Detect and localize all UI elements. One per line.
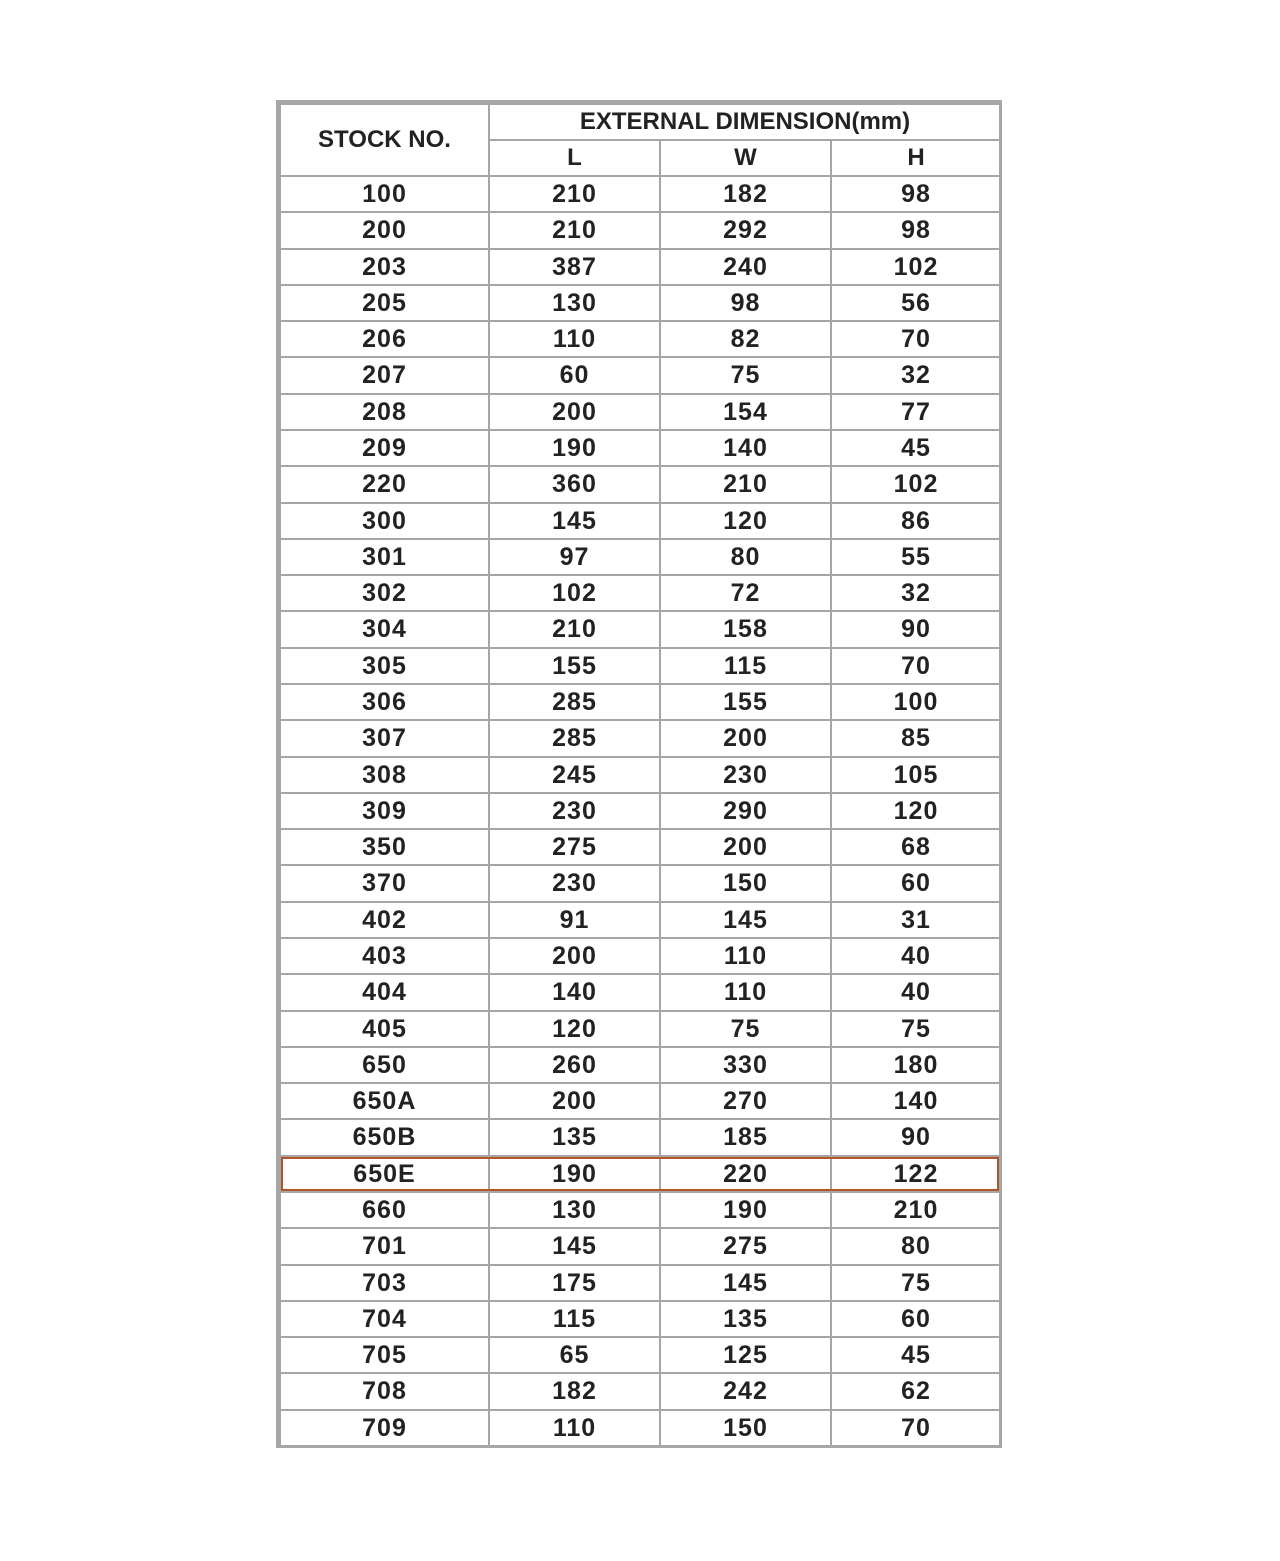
stock-no-cell: 308 xyxy=(279,756,490,794)
length-cell: 102 xyxy=(488,574,661,612)
height-cell: 102 xyxy=(830,465,1002,504)
stock-no-cell: 100 xyxy=(279,175,490,213)
height-cell: 70 xyxy=(830,320,1002,358)
stock-no-cell: 200 xyxy=(279,211,490,250)
width-cell: 98 xyxy=(659,284,832,322)
stock-no-header: STOCK NO. xyxy=(279,103,490,177)
stock-no-cell: 405 xyxy=(279,1010,490,1048)
height-cell: 122 xyxy=(830,1155,1002,1193)
height-cell: 75 xyxy=(830,1264,1002,1302)
stock-no-cell: 650A xyxy=(279,1082,490,1120)
stock-no-cell: 703 xyxy=(279,1264,490,1302)
stock-no-cell: 660 xyxy=(279,1191,490,1229)
height-cell: 32 xyxy=(830,356,1002,395)
width-cell: 135 xyxy=(659,1300,832,1338)
length-cell: 140 xyxy=(488,973,661,1012)
width-cell: 292 xyxy=(659,211,832,250)
stock-no-cell: 208 xyxy=(279,393,490,431)
width-cell: 270 xyxy=(659,1082,832,1120)
width-cell: 145 xyxy=(659,901,832,939)
height-cell: 32 xyxy=(830,574,1002,612)
length-cell: 245 xyxy=(488,756,661,794)
height-cell: 98 xyxy=(830,175,1002,213)
height-cell: 55 xyxy=(830,538,1002,576)
length-cell: 210 xyxy=(488,175,661,213)
width-cell: 190 xyxy=(659,1191,832,1229)
height-cell: 70 xyxy=(830,1409,1002,1447)
width-cell: 200 xyxy=(659,828,832,866)
width-cell: 82 xyxy=(659,320,832,358)
length-cell: 182 xyxy=(488,1372,661,1411)
column-header-h: H xyxy=(830,139,1002,177)
stock-no-cell: 302 xyxy=(279,574,490,612)
width-cell: 110 xyxy=(659,973,832,1012)
width-cell: 210 xyxy=(659,465,832,504)
length-cell: 285 xyxy=(488,683,661,721)
length-cell: 135 xyxy=(488,1118,661,1157)
length-cell: 110 xyxy=(488,320,661,358)
column-header-l: L xyxy=(488,139,661,177)
stock-no-cell: 650B xyxy=(279,1118,490,1157)
width-cell: 154 xyxy=(659,393,832,431)
height-cell: 62 xyxy=(830,1372,1002,1411)
width-cell: 125 xyxy=(659,1336,832,1374)
width-cell: 75 xyxy=(659,356,832,395)
length-cell: 200 xyxy=(488,937,661,975)
height-cell: 40 xyxy=(830,973,1002,1012)
height-cell: 70 xyxy=(830,647,1002,685)
height-cell: 56 xyxy=(830,284,1002,322)
stock-no-cell: 305 xyxy=(279,647,490,685)
stock-no-cell: 220 xyxy=(279,465,490,504)
stock-no-cell: 307 xyxy=(279,719,490,758)
stock-no-cell: 701 xyxy=(279,1227,490,1266)
height-cell: 86 xyxy=(830,502,1002,540)
width-cell: 75 xyxy=(659,1010,832,1048)
length-cell: 175 xyxy=(488,1264,661,1302)
length-cell: 145 xyxy=(488,1227,661,1266)
stock-no-cell: 705 xyxy=(279,1336,490,1374)
height-cell: 180 xyxy=(830,1046,1002,1084)
stock-no-cell: 209 xyxy=(279,429,490,467)
stock-no-cell: 708 xyxy=(279,1372,490,1411)
width-cell: 120 xyxy=(659,502,832,540)
length-cell: 145 xyxy=(488,502,661,540)
length-cell: 360 xyxy=(488,465,661,504)
width-cell: 72 xyxy=(659,574,832,612)
length-cell: 190 xyxy=(488,1155,661,1193)
width-cell: 220 xyxy=(659,1155,832,1193)
width-cell: 110 xyxy=(659,937,832,975)
stock-no-cell: 704 xyxy=(279,1300,490,1338)
stock-no-cell: 403 xyxy=(279,937,490,975)
height-cell: 60 xyxy=(830,864,1002,903)
width-cell: 155 xyxy=(659,683,832,721)
length-cell: 260 xyxy=(488,1046,661,1084)
height-cell: 102 xyxy=(830,248,1002,286)
height-cell: 210 xyxy=(830,1191,1002,1229)
length-cell: 97 xyxy=(488,538,661,576)
height-cell: 68 xyxy=(830,828,1002,866)
stock-no-cell: 207 xyxy=(279,356,490,395)
height-cell: 98 xyxy=(830,211,1002,250)
length-cell: 285 xyxy=(488,719,661,758)
width-cell: 115 xyxy=(659,647,832,685)
width-cell: 158 xyxy=(659,610,832,649)
height-cell: 77 xyxy=(830,393,1002,431)
length-cell: 120 xyxy=(488,1010,661,1048)
dimension-table xyxy=(276,100,1002,1448)
width-cell: 230 xyxy=(659,756,832,794)
stock-no-cell: 370 xyxy=(279,864,490,903)
width-cell: 80 xyxy=(659,538,832,576)
stock-no-cell: 300 xyxy=(279,502,490,540)
height-cell: 90 xyxy=(830,610,1002,649)
stock-no-cell: 304 xyxy=(279,610,490,649)
length-cell: 110 xyxy=(488,1409,661,1447)
width-cell: 330 xyxy=(659,1046,832,1084)
width-cell: 290 xyxy=(659,792,832,830)
length-cell: 91 xyxy=(488,901,661,939)
width-cell: 140 xyxy=(659,429,832,467)
height-cell: 80 xyxy=(830,1227,1002,1266)
height-cell: 45 xyxy=(830,429,1002,467)
width-cell: 242 xyxy=(659,1372,832,1411)
height-cell: 60 xyxy=(830,1300,1002,1338)
length-cell: 190 xyxy=(488,429,661,467)
length-cell: 155 xyxy=(488,647,661,685)
height-cell: 85 xyxy=(830,719,1002,758)
height-cell: 90 xyxy=(830,1118,1002,1157)
stock-no-cell: 301 xyxy=(279,538,490,576)
length-cell: 230 xyxy=(488,864,661,903)
length-cell: 130 xyxy=(488,1191,661,1229)
width-cell: 145 xyxy=(659,1264,832,1302)
width-cell: 150 xyxy=(659,1409,832,1447)
width-cell: 182 xyxy=(659,175,832,213)
length-cell: 115 xyxy=(488,1300,661,1338)
column-header-w: W xyxy=(659,139,832,177)
stock-no-cell: 309 xyxy=(279,792,490,830)
width-cell: 240 xyxy=(659,248,832,286)
length-cell: 65 xyxy=(488,1336,661,1374)
height-cell: 45 xyxy=(830,1336,1002,1374)
length-cell: 230 xyxy=(488,792,661,830)
length-cell: 275 xyxy=(488,828,661,866)
height-cell: 120 xyxy=(830,792,1002,830)
stock-no-cell: 650 xyxy=(279,1046,490,1084)
stock-no-cell: 402 xyxy=(279,901,490,939)
width-cell: 185 xyxy=(659,1118,832,1157)
length-cell: 130 xyxy=(488,284,661,322)
stock-no-cell: 206 xyxy=(279,320,490,358)
height-cell: 100 xyxy=(830,683,1002,721)
width-cell: 200 xyxy=(659,719,832,758)
stock-no-cell: 203 xyxy=(279,248,490,286)
stock-no-cell: 650E xyxy=(279,1155,490,1193)
length-cell: 387 xyxy=(488,248,661,286)
stock-no-cell: 709 xyxy=(279,1409,490,1447)
length-cell: 210 xyxy=(488,610,661,649)
height-cell: 75 xyxy=(830,1010,1002,1048)
length-cell: 60 xyxy=(488,356,661,395)
height-cell: 140 xyxy=(830,1082,1002,1120)
height-cell: 31 xyxy=(830,901,1002,939)
length-cell: 200 xyxy=(488,393,661,431)
stock-no-cell: 306 xyxy=(279,683,490,721)
length-cell: 210 xyxy=(488,211,661,250)
height-cell: 105 xyxy=(830,756,1002,794)
external-dimension-header: EXTERNAL DIMENSION(mm) xyxy=(488,103,1002,141)
width-cell: 150 xyxy=(659,864,832,903)
width-cell: 275 xyxy=(659,1227,832,1266)
stock-no-cell: 350 xyxy=(279,828,490,866)
stock-no-cell: 404 xyxy=(279,973,490,1012)
height-cell: 40 xyxy=(830,937,1002,975)
stock-no-cell: 205 xyxy=(279,284,490,322)
length-cell: 200 xyxy=(488,1082,661,1120)
